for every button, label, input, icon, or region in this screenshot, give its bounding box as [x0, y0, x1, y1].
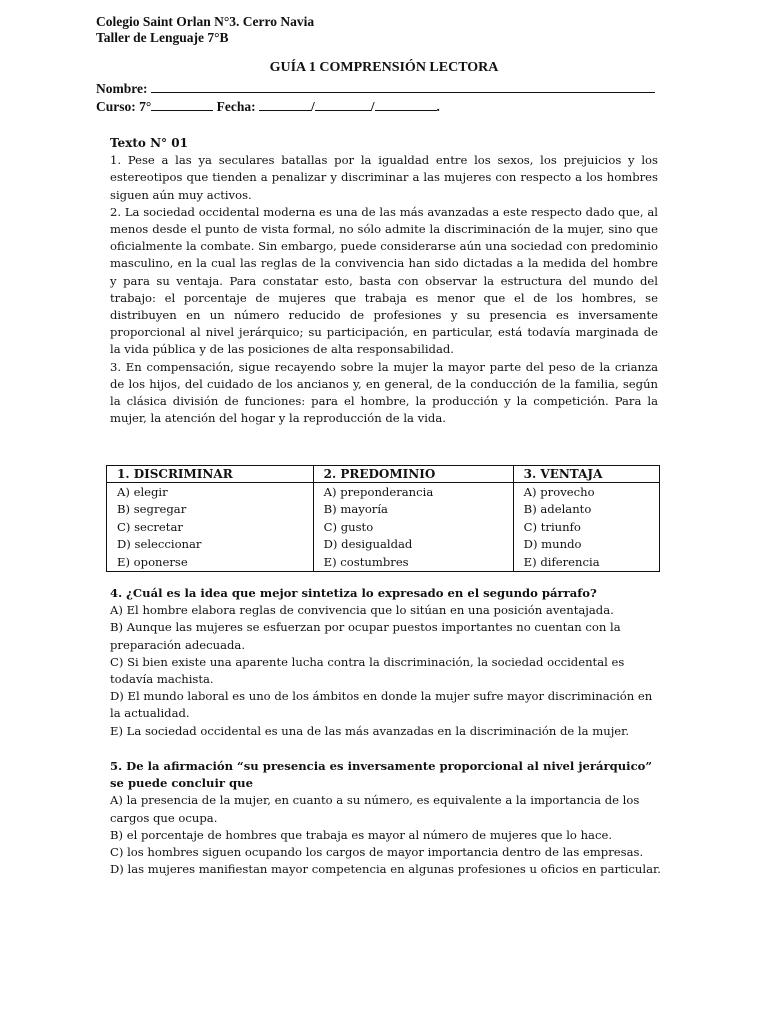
vocabulary-table	[106, 465, 660, 572]
table-cell: D) mundo	[513, 536, 659, 554]
table-header-row	[107, 466, 660, 483]
question-4-option-d[interactable]: D) El mundo laboral es uno de los ámbitos en donde la mujer sufre mayor discriminación en la actualidad.	[110, 689, 653, 721]
date-sep-1: /	[311, 99, 315, 114]
question-5-title: 5. De la afirmación “su presencia es inversamente proporcional al nivel jerárquico” se puede concluir que	[110, 759, 653, 791]
name-field-row	[96, 80, 655, 97]
date-sep-2: /	[370, 99, 375, 114]
table-cell: E) diferencia	[513, 553, 659, 571]
page-title: GUÍA 1 COMPRENSIÓN LECTORA	[269, 60, 499, 75]
table-cell: B) mayoría	[313, 501, 513, 519]
header-predominio: 2. PREDOMINIO	[313, 466, 513, 483]
course-date-row	[96, 98, 440, 115]
table-row	[107, 536, 660, 554]
reading-label: Texto N° 01	[110, 136, 188, 150]
question-4-title: 4. ¿Cuál es la idea que mejor sintetiza lo expresado en el segundo párrafo?	[110, 586, 597, 600]
table-cell: A) preponderancia	[313, 483, 513, 501]
table-cell: A) provecho	[513, 483, 659, 501]
date-year-blank[interactable]	[375, 98, 437, 111]
table-cell: B) adelanto	[513, 501, 659, 519]
paragraph-2: 2. La sociedad occidental moderna es una de las más avanzadas a este respecto dado que, al menos desde el punto de vista formal, no sólo admite la discriminación de la mujer, sino que oficialmente la combate. Sin embargo, puede considerarse aún una sociedad con predominio masculino, en la cual las reglas de la convivencia han sido dictadas a la medida del hombre y para su ventaja. Para constatar esto, basta con observar la estructura del mundo del trabajo: el porcentaje de mujeres que trabaja es menor que el de los hombres, se distribuyen en un número reducido de profesiones y su presencia es inversamente proporcional al nivel jerárquico; su participación, en particular, está todavía marginada de la vida pública y de las posiciones de alta responsabilidad.	[110, 204, 658, 357]
question-4-option-c[interactable]: C) Si bien existe una aparente lucha contra la discriminación, la sociedad occidental es todavía machista.	[110, 654, 625, 687]
table-row	[107, 483, 660, 501]
course-line: Taller de Lenguaje 7°B	[96, 30, 229, 45]
table-cell: C) triunfo	[513, 518, 659, 536]
table-row	[107, 501, 660, 519]
table-cell: C) secretar	[107, 518, 314, 536]
header-discriminar: 1. DISCRIMINAR	[107, 466, 314, 483]
date-day-blank[interactable]	[259, 98, 311, 111]
name-label: Nombre:	[96, 81, 148, 96]
school-name: Colegio Saint Orlan N°3. Cerro Navia	[96, 14, 315, 29]
table-row	[107, 518, 660, 536]
date-label: Fecha:	[216, 99, 256, 114]
table-cell: B) segregar	[107, 501, 314, 519]
date-month-blank[interactable]	[315, 98, 371, 111]
table-cell: E) costumbres	[313, 553, 513, 571]
question-5-option-a[interactable]: A) la presencia de la mujer, en cuanto a su número, es equivalente a la importancia de los cargos que ocupa.	[110, 793, 640, 825]
table-cell: D) seleccionar	[107, 536, 314, 554]
course-blank[interactable]	[151, 98, 213, 111]
question-4-option-a[interactable]: A) El hombre elabora reglas de convivencia que lo sitúan en una posición aventajada.	[110, 603, 614, 618]
header-ventaja: 3. VENTAJA	[513, 466, 659, 483]
paragraph-3: 3. En compensación, sigue recayendo sobre la mujer la mayor parte del peso de la crianza de los hijos, del cuidado de los ancianos y, en general, de la conducción de la familia, según la clásica división de funciones: para el hombre, la producción y la competición. Para la mujer, la atención del hogar y la reproducción de la vida.	[110, 359, 658, 426]
table-cell: C) gusto	[313, 518, 513, 536]
date-end: .	[436, 99, 440, 114]
name-blank[interactable]	[151, 80, 655, 93]
question-4	[110, 585, 662, 740]
question-5	[110, 758, 662, 878]
paragraph-1: 1. Pese a las ya seculares batallas por la igualdad entre los sexos, los prejuicios y los estereotipos que tienden a penalizar y discriminar a las mujeres con respecto a los hombres siguen aún muy activos.	[110, 153, 658, 202]
course-label: Curso: 7°	[96, 99, 152, 114]
question-5-option-c[interactable]: C) los hombres siguen ocupando los cargos de mayor importancia dentro de las empresas.	[110, 845, 644, 860]
table-cell: A) elegir	[107, 483, 314, 501]
question-4-option-e[interactable]: E) La sociedad occidental es una de las más avanzadas en la discriminación de la mujer.	[110, 723, 630, 738]
reading-text	[110, 135, 658, 427]
table-cell: D) desigualdad	[313, 536, 513, 554]
question-4-option-b[interactable]: B) Aunque las mujeres se esfuerzan por ocupar puestos importantes no cuentan con la preparación adecuada.	[110, 620, 621, 652]
question-5-option-b[interactable]: B) el porcentaje de hombres que trabaja es mayor al número de mujeres que lo hace.	[110, 827, 613, 842]
question-5-option-d[interactable]: D) las mujeres manifiestan mayor competencia en algunas profesiones u oficios en particular.	[110, 862, 661, 877]
table-row	[107, 553, 660, 571]
table-cell: E) oponerse	[107, 553, 314, 571]
